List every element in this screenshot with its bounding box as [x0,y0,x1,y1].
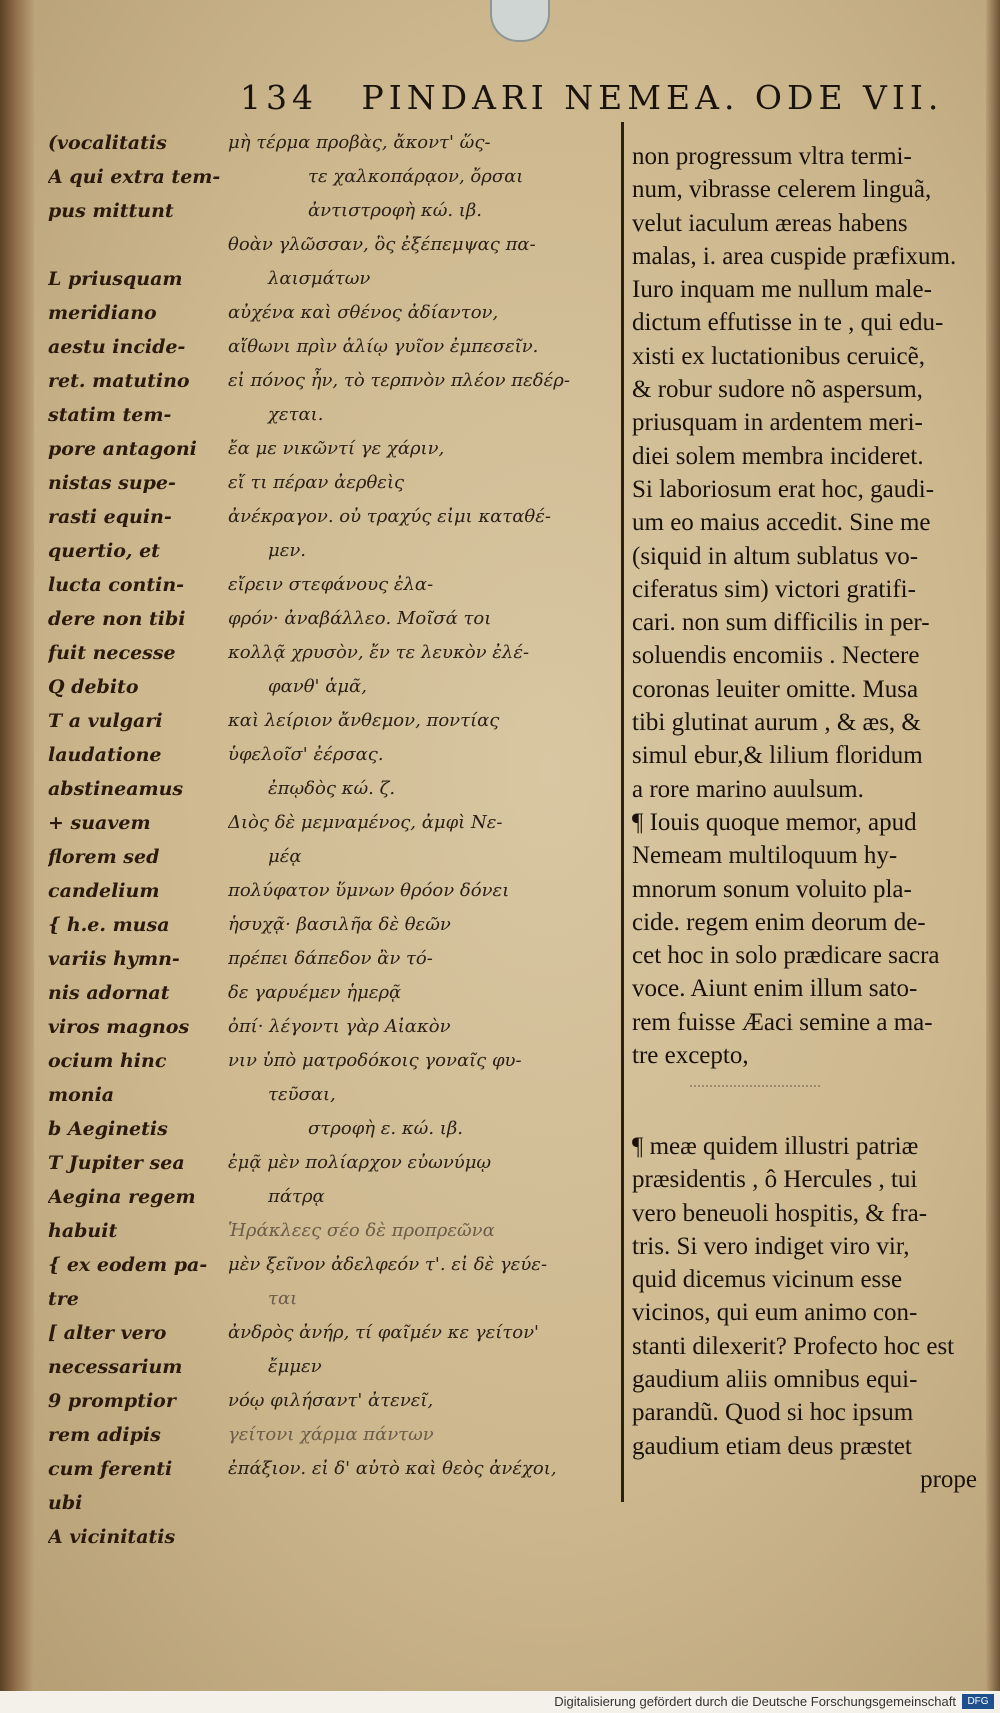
page-fore-edge [986,0,1000,1713]
greek-verse-line: ἀντιστροφὴ κώ. ιβ. [308,200,482,221]
greek-verse-line: ἐμᾷ μὲν πολίαρχον εὐωνύμῳ [228,1152,492,1173]
greek-verse-line: ται [268,1288,298,1309]
greek-verse-line: νιν ὑπὸ ματροδόκοις γοναῖς φυ- [228,1050,522,1071]
latin-line: Nemeam multiloquum hy- [632,842,898,870]
margin-note-line: b Aeginetis [48,1118,168,1140]
greek-verse-line: ἐπάξιον. εἰ δ' αὐτὸ καὶ θεὸς ἀνέχοι, [228,1458,557,1479]
handwritten-margin-notes [48,126,228,1554]
margin-note-line: Aegina regem [48,1186,196,1208]
greek-verse-line: ἡσυχᾷ· βασιλῆα δὲ θεῶν [228,914,451,935]
margin-note-line: monia [48,1084,115,1106]
latin-line: mnorum sonum voluito pla- [632,875,912,903]
greek-verse-line: ἀνέκραγον. οὐ τραχύς εἰμι καταθέ- [228,506,551,527]
greek-verse-line: πάτρᾳ [268,1186,325,1207]
greek-verse-line: τε χαλκοπάρᾳον, ὄρσαι [308,166,524,187]
margin-note-line: { h.e. musa [48,914,170,936]
column-divider [621,122,624,1502]
greek-verse-line: στροφὴ ε. κώ. ιβ. [308,1118,463,1139]
margin-note-line: (vocalitatis [48,132,167,154]
latin-line: velut iaculum æreas habens [632,209,908,237]
margin-note-line: necessarium [48,1356,183,1378]
page-number: 134 [240,78,318,117]
greek-verse-line: Ἡράκλεες σέο δὲ προπρεῶνα [228,1220,495,1241]
latin-line: xisti ex luctationibus ceruicẽ, [632,342,925,370]
margin-note-line: dere non tibi [48,608,186,630]
footer-text: Digitalisierung gefördert durch die Deutsche Forschungsgemeinschaft [554,1694,956,1709]
latin-line: cide. regem enim deorum de- [632,908,926,936]
margin-note-line: abstineamus [48,778,184,800]
latin-line: vero beneuoli hospitis, & fra- [632,1199,928,1227]
latin-line: vicinos, qui eum animo con- [632,1299,918,1327]
greek-verse-line: ὑφελοῖσ' ἐέρσας. [228,744,384,765]
margin-note-line: + suavem [48,812,151,834]
greek-verse-line: καὶ λείριον ἄνθεμον, ποντίας [228,710,500,731]
greek-verse-line: ἔμμεν [268,1356,322,1377]
greek-verse-line: εἴ τι πέραν ἀερθεὶς [228,472,405,493]
latin-line: um eo maius accedit. Sine me [632,509,931,537]
margin-note-line: nistas supe- [48,472,176,494]
greek-verse-line: δε γαρυέμεν ἡμερᾷ [228,982,402,1003]
margin-note-line: T a vulgari [48,710,163,732]
latin-line: stanti dilexerit? Profecto hoc est [632,1332,955,1360]
greek-verse-line: πρέπει δάπεδον ἂν τό- [228,948,433,969]
margin-note-line: rasti equin- [48,506,172,528]
latin-line: gaudium aliis omnibus equi- [632,1366,918,1394]
latin-line: non progressum vltra termi- [632,143,912,170]
latin-translation-column-continued [632,1130,977,1496]
latin-line: coronas leuiter omitte. Musa [632,675,919,703]
latin-translation-column [632,140,977,1072]
margin-note-line: aestu incide- [48,336,186,358]
latin-line: tris. Si vero indiget viro vir, [632,1232,910,1260]
greek-verse-line: ἐπῳδὸς κώ. ζ. [268,778,396,799]
latin-line: & robur sudore nõ aspersum, [632,376,923,404]
page-clip [490,0,550,42]
greek-verse-line: φρόν· ἀναβάλλεο. Μοῖσά τοι [228,608,492,629]
margin-note-line: tre [48,1288,79,1310]
greek-verse-line: εἰ πόνος ἦν, τὸ τερπνὸν πλέον πεδέρ- [228,370,570,391]
margin-note-line: Q debito [48,676,139,698]
margin-note-line: nis adornat [48,982,170,1004]
margin-note-line: quertio, et [48,540,160,562]
margin-note-line: meridiano [48,302,157,324]
margin-note-line: habuit [48,1220,118,1242]
greek-verse-line: γείτονι χάρμα πάντων [228,1424,434,1445]
margin-note-line: L priusquam [48,268,183,290]
latin-line: dictum effutisse in te , qui edu- [632,309,944,337]
margin-note-line: [ alter vero [48,1322,167,1344]
latin-line: cet hoc in solo prædicare sacra [632,942,940,970]
greek-verse-line: Διὸς δὲ μεμναμένος, ἀμφὶ Νε- [228,812,503,833]
latin-line: (siquid in altum sublatus vo- [632,542,919,570]
latin-line: priusquam in ardentem meri- [632,409,923,437]
latin-line: quid dicemus vicinum esse [632,1266,903,1294]
latin-line: Iuro inquam me nullum male- [632,276,932,304]
margin-note-line: variis hymn- [48,948,180,970]
latin-line: Si laboriosum erat hoc, gaudi- [632,475,935,503]
running-header [240,78,944,117]
greek-verse-line: φανθ' ἁμᾶ, [268,676,367,697]
margin-note-line: 9 promptior [48,1390,176,1412]
latin-line: tibi glutinat aurum , & æs, & [632,709,921,737]
margin-note-line: florem sed [48,846,160,868]
margin-note-line: ret. matutino [48,370,190,392]
greek-verse-line: αὐχένα καὶ σθένος ἀδίαντον, [228,302,499,323]
greek-verse-line: θοὰν γλῶσσαν, ὃς ἐξέπεμψας πα- [228,234,536,255]
latin-line: ciferatus sim) victori gratifi- [632,575,916,603]
greek-verse-line: ἔα με νικῶντί γε χάριν, [228,438,445,459]
margin-note-line: rem adipis [48,1424,161,1446]
latin-line: gaudium etiam deus præstet [632,1432,912,1460]
faded-ink-mark [690,1075,820,1087]
latin-line: num, vibrasse celerem linguã, [632,176,932,204]
latin-line: ¶ Iouis quoque memor, apud [632,808,917,836]
margin-note-line: statim tem- [48,404,172,426]
latin-line: soluendis encomiis . Nectere [632,642,920,670]
greek-verse-line: μὲν ξεῖνον ἀδελφεόν τ'. εἰ δὲ γεύε- [228,1254,548,1275]
margin-note-line: cum ferenti [48,1458,173,1480]
latin-line: malas, i. area cuspide præfixum. [632,242,957,270]
greek-verse-line: μέᾳ [268,846,302,867]
margin-note-line [48,228,228,262]
margin-note-line: { ex eodem pa- [48,1254,208,1276]
greek-verse-line: αἴθωνι πρὶν ἁλίῳ γυῖον ἐμπεσεῖν. [228,336,539,357]
running-title: PINDARI NEMEA. ODE VII. [361,78,944,117]
latin-line: a rore marino auulsum. [632,775,864,803]
margin-note-line: A vicinitatis [48,1526,176,1548]
dfg-logo-icon: DFG [962,1694,994,1709]
margin-note-line: viros magnos [48,1016,190,1038]
margin-note-line: pus mittunt [48,200,174,222]
latin-line: prope [920,1465,977,1493]
latin-line: cari. non sum difficilis in per- [632,609,930,637]
greek-verse-line: μὴ τέρμα προβὰς, ἄκοντ' ὥς- [228,132,491,153]
latin-line: rem fuisse Æaci semine a ma- [632,1008,933,1036]
margin-note-line: lucta contin- [48,574,185,596]
greek-verse-line: πολύφατον ὕμνων θρόον δόνει [228,880,510,901]
latin-line: diei solem membra incideret. [632,442,924,470]
margin-note-line: A qui extra tem- [48,166,221,188]
margin-note-line: T Jupiter sea [48,1152,185,1174]
margin-note-line: ocium hinc [48,1050,167,1072]
latin-line: tre excepto, [632,1042,749,1070]
margin-note-line: candelium [48,880,160,902]
greek-verse-line: τεῦσαι, [268,1084,336,1105]
margin-note-line: ubi [48,1492,83,1514]
margin-note-line: pore antagoni [48,438,197,460]
latin-line: ¶ meæ quidem illustri patriæ [632,1133,919,1160]
book-spine [0,0,34,1713]
latin-line: simul ebur,& lilium floridum [632,742,923,770]
greek-verse-line: μεν. [268,540,307,561]
greek-text-column [228,126,618,1486]
greek-verse-line: νόῳ φιλήσαντ' ἀτενεῖ, [228,1390,434,1411]
greek-verse-line: λαισμάτων [268,268,371,289]
greek-verse-line: κολλᾷ χρυσὸν, ἔν τε λευκὸν ἐλέ- [228,642,530,663]
latin-line: voce. Aiunt enim illum sato- [632,975,918,1003]
latin-line: præsidentis , ô Hercules , tui [632,1166,918,1194]
greek-verse-line: ἀνδρὸς ἀνήρ, τί φαῖμέν κε γείτον' [228,1322,539,1343]
margin-note-line: fuit necesse [48,642,176,664]
greek-verse-line: χεται. [268,404,324,425]
latin-line: parandũ. Quod si hoc ipsum [632,1399,914,1427]
greek-verse-line: ὀπί· λέγοντι γὰρ Αἰακὸν [228,1016,451,1037]
margin-note-line: laudatione [48,744,162,766]
greek-verse-line: εἴρειν στεφάνους ἐλα- [228,574,434,595]
digitization-footer [0,1691,1000,1713]
